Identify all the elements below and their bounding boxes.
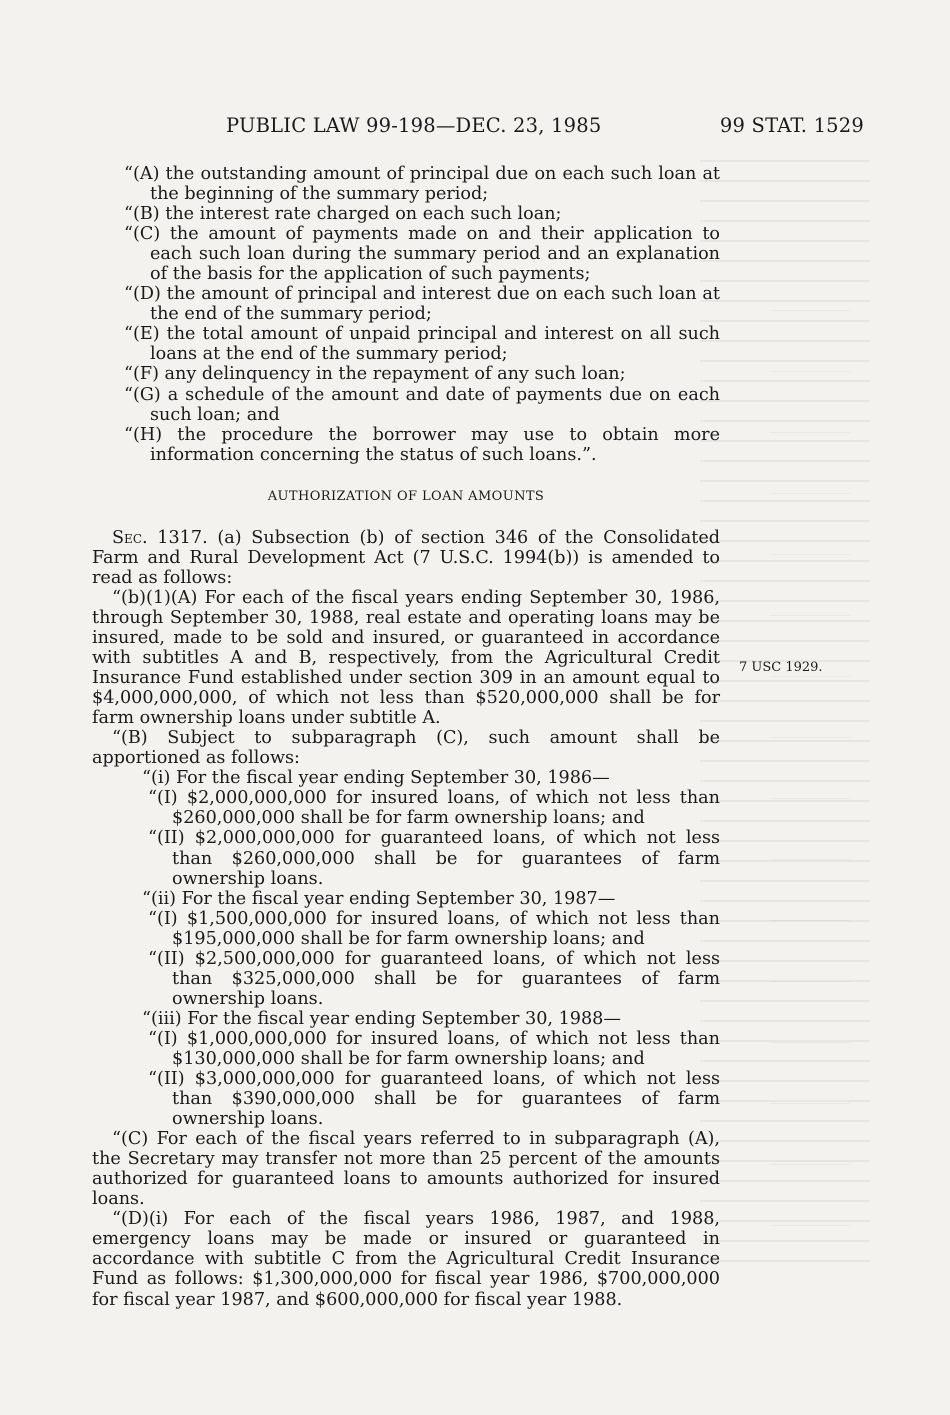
list-item-h: “(H) the procedure the borrower may use to obtain more information concerning the status of such loans.”. <box>124 424 720 465</box>
page-header <box>0 114 950 144</box>
list-item-d: “(D) the amount of principal and interest due on each such loan at the end of the summary period; <box>124 284 720 325</box>
fy1986-heading: “(i) For the fiscal year ending September 30, 1986— <box>142 768 610 789</box>
section-text: 1317. (a) Subsection (b) of section 346 of the Consolidated Farm and Rural Development Act (7 U.S.C. 1994(b)) is amended to read as follows: <box>92 527 720 588</box>
fy1987-heading: “(ii) For the fiscal year ending September 30, 1987— <box>142 888 616 909</box>
section-1317-intro <box>92 528 720 588</box>
fy1988-insured: “(I) $1,000,000,000 for insured loans, of which not less than $130,000,000 shall be for farm ownership loans; and <box>148 1028 720 1069</box>
paragraph-d-i: “(D)(i) For each of the fiscal years 1986, 1987, and 1988, emergency loans may be made or insured or guaranteed in accordance with subtitle C from the Agricultural Credit Insurance Fund as follows: $1,300,000,000 for fiscal year 1986, $700,000,000 for fiscal year 1987, and $600,000,000 for fiscal year 1988. <box>92 1209 720 1310</box>
fy1986-insured: “(I) $2,000,000,000 for insured loans, of which not less than $260,000,000 shall be for farm ownership loans; and <box>148 788 720 829</box>
paragraph-c: “(C) For each of the fiscal years referred to in subparagraph (A), the Secretary may transfer not more than 25 percent of the amounts authorized for guaranteed loans to amounts authorized for insured loans. <box>92 1129 720 1210</box>
list-item-g: “(G) a schedule of the amount and date of payments due on each such loan; and <box>124 384 720 425</box>
fy1987-guaranteed: “(II) $2,500,000,000 for guaranteed loans, of which not less than $325,000,000 shall be for guarantees of farm ownership loans. <box>148 948 720 1009</box>
fy1988-heading: “(iii) For the fiscal year ending September 30, 1988— <box>142 1008 621 1029</box>
paragraph-b1a: “(b)(1)(A) For each of the fiscal years ending September 30, 1986, through September 30, 1988, real estate and operating loans may be insured, made to be sold and insured, or guaranteed in accordance with subtitles A and B, respectively, from the Agricultural Credit Insurance Fund established under section 309 in an amount equal to $4,000,000,000, of which not less than $520,000,000 shall be for farm ownership loans under subtitle A. <box>92 587 720 729</box>
list-item-a: “(A) the outstanding amount of principal due on each such loan at the beginning of the summary period; <box>124 164 720 205</box>
list-item-e: “(E) the total amount of unpaid principal and interest on all such loans at the end of the summary period; <box>124 324 720 365</box>
margin-citation: 7 USC 1929. <box>739 660 823 675</box>
section-label: Sec. <box>112 527 148 548</box>
list-item-f: “(F) any delinquency in the repayment of any such loan; <box>124 364 626 385</box>
fy1988-guaranteed: “(II) $3,000,000,000 for guaranteed loans, of which not less than $390,000,000 shall be for guarantees of farm ownership loans. <box>148 1069 720 1130</box>
paragraph-b: “(B) Subject to subparagraph (C), such amount shall be apportioned as follows: <box>92 728 720 769</box>
list-item-b: “(B) the interest rate charged on each such loan; <box>124 204 562 225</box>
fy1987-insured: “(I) $1,500,000,000 for insured loans, of which not less than $195,000,000 shall be for farm ownership loans; and <box>148 908 720 949</box>
section-heading: AUTHORIZATION OF LOAN AMOUNTS <box>267 488 545 504</box>
stat-page-number: 99 STAT. 1529 <box>719 114 864 137</box>
body-text <box>92 164 720 1310</box>
list-item-c: “(C) the amount of payments made on and their application to each such loan during the summary period and an explanation of the basis for the application of such payments; <box>124 224 720 285</box>
fy1986-guaranteed: “(II) $2,000,000,000 for guaranteed loans, of which not less than $260,000,000 shall be for guarantees of farm ownership loans. <box>148 828 720 889</box>
running-head: PUBLIC LAW 99-198—DEC. 23, 1985 <box>226 114 602 137</box>
show-through-texture-margin <box>770 310 850 1270</box>
